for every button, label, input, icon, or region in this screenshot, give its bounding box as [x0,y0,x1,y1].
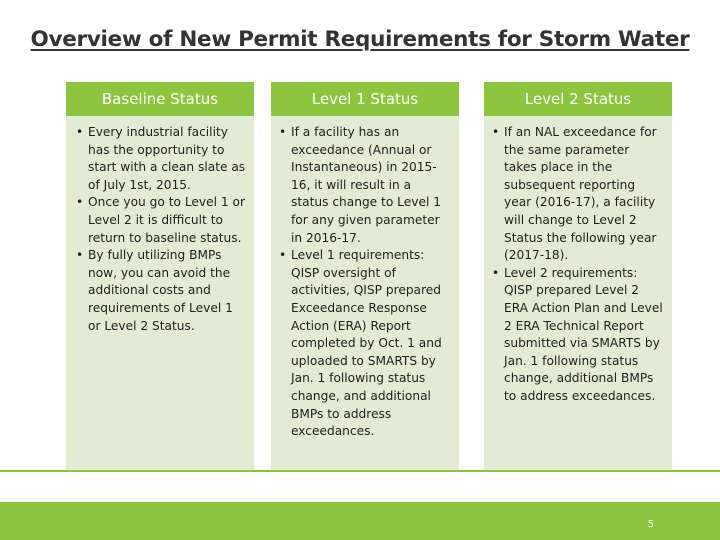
level-1-status-column [271,82,459,470]
column-header: Level 1 Status [271,82,459,116]
page-number: 5 [647,519,654,530]
bullet-item: • If a facility has an exceedance (Annual or Instantaneous) in 2015-16, it will result in a status change to Level 1 for any given parameter in 2016-17. [279,124,451,247]
footer-divider [0,470,720,472]
slide-title: Overview of New Permit Requirements for Storm Water [30,27,690,52]
bullet-item: • Once you go to Level 1 or Level 2 it is difficult to return to baseline status. [76,194,246,247]
bullet-item: • Every industrial facility has the opportunity to start with a clean slate as of July 1st, 2015. [76,124,246,194]
footer [0,470,720,540]
bullet-item: • If an NAL exceedance for the same parameter takes place in the subsequent reporting year (2016-17), a facility will change to Level 2 Status the following year (2017-18). [492,124,664,265]
column-body [484,116,672,470]
level-2-status-column [484,82,672,470]
column-header: Level 2 Status [484,82,672,116]
baseline-status-column [66,82,254,470]
footer-band [0,502,720,540]
bullet-item: • Level 2 requirements: QISP prepared Level 2 ERA Action Plan and Level 2 ERA Technical Report submitted via SMARTS by Jan. 1 following status change, additional BMPs to address exceedances. [492,265,664,406]
column-body [271,116,459,470]
column-header: Baseline Status [66,82,254,116]
bullet-item: • By fully utilizing BMPs now, you can avoid the additional costs and requirements of Level 1 or Level 2 Status. [76,247,246,335]
column-body [66,116,254,470]
bullet-item: • Level 1 requirements: QISP oversight of activities, QISP prepared Exceedance Response Action (ERA) Report completed by Oct. 1 and uploaded to SMARTS by Jan. 1 following status change, and additional BMPs to address exceedances. [279,247,451,441]
